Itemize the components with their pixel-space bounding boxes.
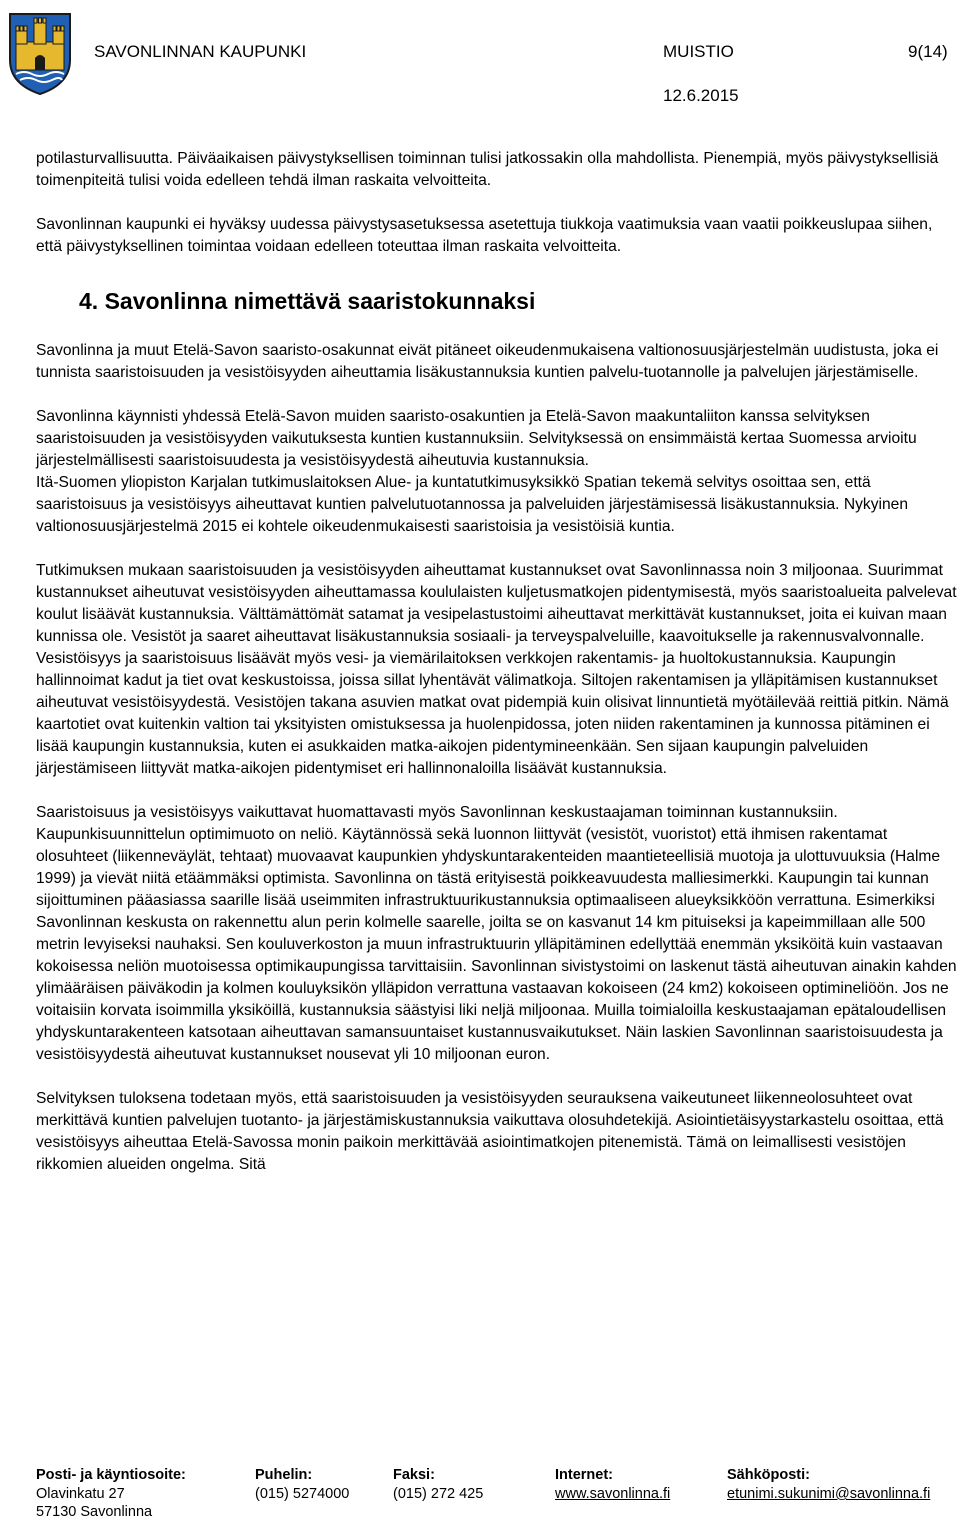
footer-address	[36, 1466, 186, 1521]
footer-phone	[255, 1466, 349, 1503]
paragraph: Savonlinnan kaupunki ei hyväksy uudessa päivystysasetuksessa asetettuja tiukkoja vaatimuksia vaan vaatii poikkeuslupaa siihen, että päivystyksellinen toimintaa voidaan edelleen toteuttaa ilman raskaita velvoitteita.	[36, 216, 933, 255]
footer-fax	[393, 1466, 483, 1503]
header-page-number: 9(14)	[908, 42, 948, 61]
footer-address-street: Olavinkatu 27	[36, 1486, 125, 1502]
footer-web-label: Internet:	[555, 1467, 613, 1483]
footer-email-link[interactable]: etunimi.sukunimi@savonlinna.fi	[727, 1486, 931, 1502]
footer-address-postal: 57130 Savonlinna	[36, 1504, 153, 1520]
paragraph: Savonlinna ja muut Etelä-Savon saaristo-osakunnat eivät pitäneet oikeudenmukaisena valtionosuusjärjestelmän uudistusta, joka ei tunnista saaristoisuuden ja vesistöisyyden aiheuttamia lisäkustannuksia kuntien palvelu-tuotannolle ja palvelujen järjestämiselle.	[36, 342, 939, 381]
page-footer	[36, 1466, 960, 1522]
paragraph: Savonlinna käynnisti yhdessä Etelä-Savon muiden saaristo-osakuntien ja Etelä-Savon maakuntaliiton kanssa selvityksen saaristoisuuden ja vesistöisyyden vaikutuksesta kuntien kustannuksiin. Selvityksessä on ensimmäistä kertaa Suomessa arvioitu järjestelmällisesti saaristoisuudesta ja vesistöisyydestä aiheutuvia kustannuksia.	[36, 408, 917, 469]
city-crest-logo	[8, 12, 72, 96]
footer-web	[555, 1466, 670, 1503]
footer-web-link[interactable]: www.savonlinna.fi	[555, 1486, 671, 1502]
paragraph: Tutkimuksen mukaan saaristoisuuden ja vesistöisyyden aiheuttamat kustannukset ovat Savonlinnassa noin 3 miljoonaa. Suurimmat kustannukset aiheutuvat vesistöisyyden aiheuttamassa koululaisten kuljetusmatkojen pidentymisestä, myös saaristoalueita palvelevat koulut lisäävät kustannuksia. Välttämättömät satamat ja vesipelastustoimi aiheuttavat merkittävät kustannukset, joita ei kuivan maan kunnissa ole. Vesistöt ja saaret aiheuttavat lisäkustannuksia sosiaali- ja terveyspalveluille, kaavoitukselle ja rakennusvalvonnalle. Vesistöisyys ja saaristoisuus lisäävät myös vesi- ja viemärilaitoksen verkkojen rakentamis- ja huoltokustannuksia. Kaupungin hallinnoimat kadut ja tiet ovat keskustoissa, joissa sillat lyhentävät välimatkoja. Siltojen rakentamisen ja ylläpitämisen kustannukset aiheutuvat vesistöisyydestä. Vesistöjen takana asuvien matkat ovat pidempiä kuin olisivat linnuntietä myötäilevää reittiä pitkin. Nämä kaartotiet ovat kuitenkin valtion tai yksityisten omistuksessa ja huolenpidossa, joten niiden rakentaminen ja kunnossa pitäminen ei lisää kaupungin kustannuksia, kuten ei asukkaiden matka-aikojen pidentymineenkään. Sen sijaan kaupungin palveluiden järjestämiseen liittyvät matka-aikojen pidentymiset eri hallinnonaloilla lisäävät kustannuksia.	[36, 562, 957, 777]
footer-fax-number: (015) 272 425	[393, 1486, 484, 1502]
footer-phone-label: Puhelin:	[255, 1467, 313, 1483]
footer-email-label: Sähköposti:	[727, 1467, 810, 1483]
header-date: 12.6.2015	[663, 86, 739, 105]
paragraph: Selvityksen tuloksena todetaan myös, että saaristoisuuden ja vesistöisyyden seurauksena vaikeutuneet liikenneolosuhteet ovat merkittävä kuntien palvelujen tuotanto- ja järjestämiskustannuksia vaikuttava olosuhdetekijä. Asiointietäisyystarkastelu osoittaa, että vesistöisyys aiheuttaa Etelä-Savossa monin paikoin merkittävää asiointimatkojen pitenemistä. Tämä on leimallisesti vesistöjen rikkomien alueiden ongelma. Sitä	[36, 1090, 944, 1173]
footer-email	[727, 1466, 930, 1503]
footer-fax-label: Faksi:	[393, 1467, 435, 1483]
footer-phone-number: (015) 5274000	[255, 1486, 350, 1502]
paragraph: Saaristoisuus ja vesistöisyys vaikuttavat huomattavasti myös Savonlinnan keskustaajaman toiminnan kustannuksiin. Kaupunkisuunnittelun optimimuoto on neliö. Käytännössä sekä luonnon liittyvät (vesistöt, vuoristot) että ihmisen rakentamat olosuhteet (liikenneväylät, tehtaat) muovaavat kaupunkien yhdyskuntarakenteiden maantieteellisiä muotoja ja ulottuvuuksia (Halme 1999) ja vievät niitä etäämmäksi optimista. Savonlinna on tästä erityisestä poikkeavuudesta malliesimerkki. Kaupungin tai kunnan sijoittuminen pääasiassa saarille lisää useimmiten infrastruktuurikustannuksia optimaaliseen alueyksikköön verrattuna. Esimerkiksi Savonlinnan keskusta on rakennettu alun perin kolmelle saarelle, joilta se on kasvanut 14 km pituiseksi ja kapeimmillaan alle 500 metrin levyiseksi nauhaksi. Sen kouluverkoston ja muun infrastruktuurin ylläpitäminen edellyttää enemmän yksiköitä kuin vastaavan kokoisessa neliön muotoisessa optimikaupungissa tarvittaisiin. Savonlinnan sivistystoimi on laskenut tästä aiheutuvan ainakin kahden ylimääräisen päiväkodin ja kolmen kouluyksikön ylläpidon verrattuna vastaavan kokoiseen (24 km2) kokoiseen optimineliöön. Jos ne voitaisiin korvata isoimmilla yksiköillä, kustannuksia säästyisi liki neljä miljoonaa. Muilla toimialoilla keskustaajaman epätaloudellisen yhdyskuntarakenteen katsotaan aiheuttavan samansuuntaiset kustannusvaikutukset. Näin laskien Savonlinnan saaristoisuudesta ja vesistöisyydestä aiheutuvat kustannukset nousevat yli 10 miljoonan euron.	[36, 804, 957, 1063]
paragraph: Itä-Suomen yliopiston Karjalan tutkimuslaitoksen Alue- ja kuntatutkimusyksikkö Spatian tekemä selvitys osoittaa sen, että saaristoisuus ja vesistöisyys aiheuttavat kuntien palvelutuotannossa ja palveluiden järjestämisessä lisäkustannuksia. Nykyinen valtionosuusjärjestelmä 2015 ei kohtele oikeudenmukaisesti saaristoisia ja vesistöisiä kuntia.	[36, 474, 908, 535]
header-organization: SAVONLINNAN KAUPUNKI	[94, 42, 307, 61]
section-heading: 4. Savonlinna nimettävä saaristokunnaksi	[79, 288, 536, 314]
header-document-type: MUISTIO	[663, 42, 734, 61]
document-body	[36, 148, 960, 1176]
footer-address-label: Posti- ja käyntiosoite:	[36, 1467, 186, 1483]
paragraph: potilasturvallisuutta. Päiväaikaisen päivystyksellisen toiminnan tulisi jatkossakin olla mahdollista. Pienempiä, myös päivystyksellisiä toimenpiteitä tulisi voida edelleen tehdä ilman raskaita velvoitteita.	[36, 150, 939, 189]
